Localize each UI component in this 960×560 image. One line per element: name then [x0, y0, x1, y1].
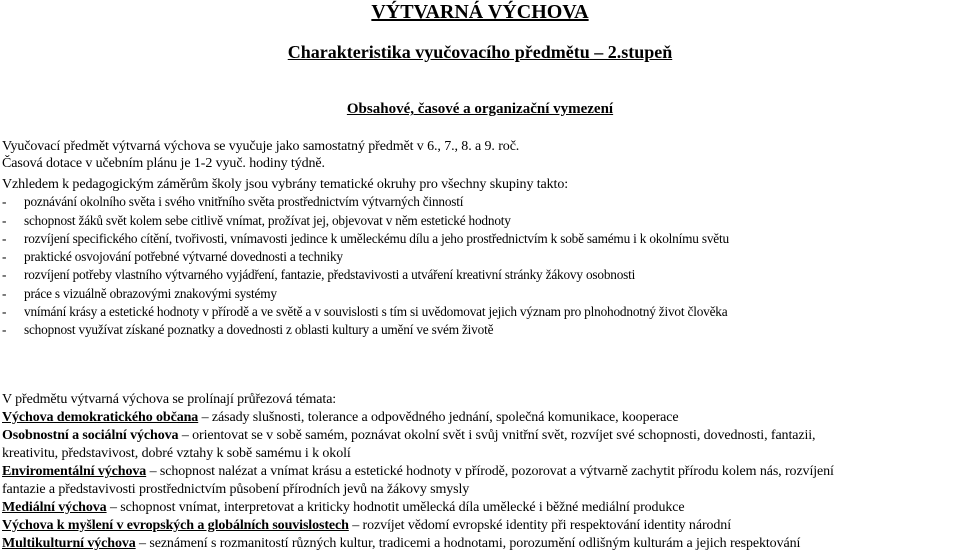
list-item-text: rozvíjení specifického cítění, tvořivosti, vnímavosti jedince k uměleckému dílu a jeho prostřednictvím k sobě samému i k okolnímu světu [24, 231, 729, 246]
intro-line: Časová dotace v učebním plánu je 1-2 vyuč. hodiny týdně. [2, 156, 325, 171]
theme-text: – rozvíjet vědomí evropské identity při respektování identity národní [348, 518, 731, 533]
theme-name: Výchova demokratického občana [2, 410, 199, 425]
document-title: VÝTVARNÁ VÝCHOVA [371, 1, 589, 23]
theme-line [2, 517, 731, 534]
document-subtitle: Charakteristika vyučovacího předmětu – 2.stupeň [287, 42, 673, 62]
theme-text: – orientovat se v sobě samém, poznávat okolní svět i svůj vnitřní svět, rozvíjet své schopnosti, dovednosti, fantazii, [178, 428, 816, 443]
theme-line [2, 463, 834, 480]
theme-text: – seznámení s rozmanitostí různých kultur, tradicemi a hodnotami, porozumění odlišným kulturám a jejich respektování [135, 536, 801, 551]
list-marker: - [2, 231, 7, 246]
theme-line [2, 535, 800, 552]
list-item-text: praktické osvojování potřebné výtvarné dovednosti a techniky [24, 249, 343, 264]
cross-topics-intro: V předmětu výtvarná výchova se prolínají průřezová témata: [2, 392, 337, 407]
section-heading: Obsahové, časové a organizační vymezení [346, 101, 614, 117]
theme-line-cont: kreativitu, představivost, dobré vztahy k sobě samému i k okolí [2, 446, 351, 461]
theme-name: Výchova k myšlení v evropských a globálních souvislostech [2, 518, 349, 533]
list-item-text: rozvíjení potřeby vlastního výtvarného vyjádření, fantazie, představivosti a utváření kreativní stránky žákovy osobnosti [24, 267, 636, 282]
theme-line [2, 427, 815, 444]
intro-line: Vzhledem k pedagogickým záměrům školy jsou vybrány tematické okruhy pro všechny skupiny takto: [2, 177, 569, 192]
theme-name: Multikulturní výchova [2, 536, 136, 551]
list-item-text: schopnost využívat získané poznatky a dovednosti z oblasti kultury a umění ve svém životě [24, 322, 494, 337]
list-marker: - [2, 249, 7, 264]
theme-line [2, 499, 684, 516]
theme-line [2, 409, 679, 426]
theme-line-cont: fantazie a představivosti prostřednictvím působení přírodních jevů na žákovy smysly [2, 482, 470, 497]
list-marker: - [2, 286, 7, 301]
list-marker: - [2, 322, 7, 337]
theme-text: – zásady slušnosti, tolerance a odpovědného jednání, společná komunikace, kooperace [198, 410, 679, 425]
theme-text: – schopnost nalézat a vnímat krásu a estetické hodnoty v přírodě, pozorovat a výtvarně zachytit přírodu kolem nás, rozvíjení [146, 464, 834, 479]
list-marker: - [2, 304, 7, 319]
intro-line: Vyučovací předmět výtvarná výchova se vyučuje jako samostatný předmět v 6., 7., 8. a 9. roč. [2, 139, 520, 154]
theme-name: Osobnostní a sociální výchova [2, 428, 179, 443]
theme-name: Mediální výchova [2, 500, 107, 515]
list-marker: - [2, 267, 7, 282]
theme-text: – schopnost vnímat, interpretovat a kriticky hodnotit umělecká díla umělecké i běžné mediální produkce [106, 500, 685, 515]
list-item-text: vnímání krásy a estetické hodnoty v přírodě a ve světě a v souvislosti s tím si uvědomovat jejich význam pro plnohodnotný život člověka [24, 304, 728, 319]
list-item-text: práce s vizuálně obrazovými znakovými systémy [24, 286, 277, 301]
theme-name: Enviromentální výchova [2, 464, 147, 479]
list-marker: - [2, 213, 7, 228]
list-item-text: poznávání okolního světa i svého vnitřního světa prostřednictvím výtvarných činností [24, 194, 464, 209]
list-marker: - [2, 194, 7, 209]
list-item-text: schopnost žáků svět kolem sebe citlivě vnímat, prožívat jej, objevovat v něm estetické hodnoty [24, 213, 511, 228]
